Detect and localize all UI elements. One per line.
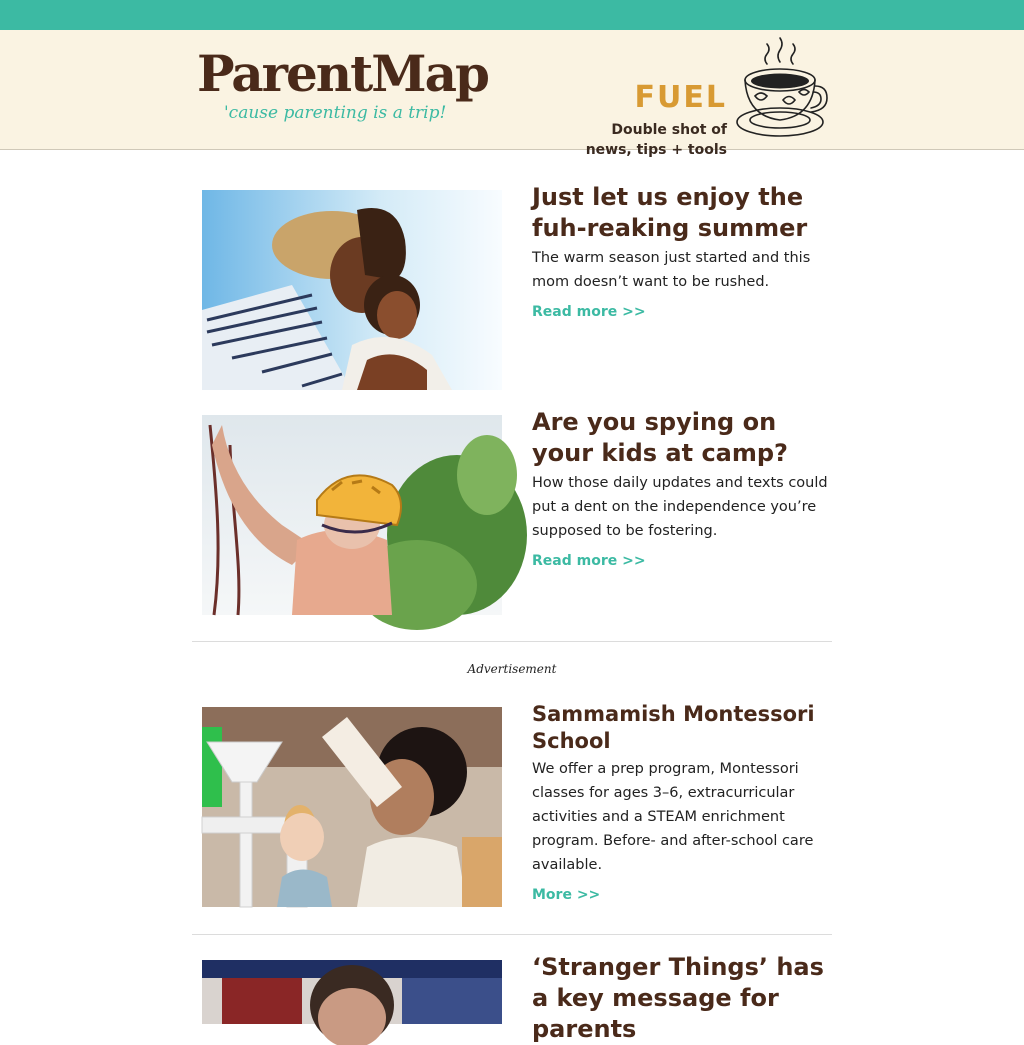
article-photo-kid-camp[interactable]	[202, 415, 502, 615]
fuel-subtitle-line1: Double shot of	[611, 122, 727, 138]
article-description: The warm season just started and this mom doesn’t want to be rushed.	[532, 250, 811, 290]
article-headline[interactable]: ‘Stranger Things’ has a key message for parents	[532, 953, 824, 1043]
advertisement-card	[202, 702, 832, 907]
read-more-link[interactable]: Read more >>	[532, 553, 646, 569]
article-headline[interactable]: Just let us enjoy the fuh-reaking summer	[532, 183, 808, 242]
more-link[interactable]: More >>	[532, 887, 601, 903]
article-photo-mom-summer[interactable]	[202, 190, 502, 390]
section-divider	[192, 641, 832, 642]
article-photo-stranger-things[interactable]	[202, 960, 502, 1024]
fuel-subtitle-line2: news, tips + tools	[585, 142, 727, 158]
article-text	[532, 408, 832, 570]
article-text	[532, 953, 832, 1045]
article-text	[532, 183, 832, 321]
fuel-title: FUEL	[634, 80, 727, 115]
ad-photo-montessori[interactable]	[202, 707, 502, 907]
ad-text	[532, 702, 832, 904]
ad-headline[interactable]: Sammamish Montessori School	[532, 702, 815, 753]
read-more-link[interactable]: Read more >>	[532, 304, 646, 320]
section-divider	[192, 934, 832, 935]
article-headline[interactable]: Are you spying on your kids at camp?	[532, 408, 788, 467]
parentmap-logo[interactable]: ParentMap	[197, 44, 488, 103]
coffee-cup-icon	[735, 34, 830, 142]
article-card	[202, 953, 832, 1043]
ad-description: We offer a prep program, Montessori classes for ages 3–6, extracurricular activities and a STEAM enrichment program. Before- and after-school care available.	[532, 761, 814, 873]
top-accent-bar	[0, 0, 1024, 30]
fuel-subtitle	[527, 120, 727, 160]
article-description: How those daily updates and texts could put a dent on the independence you’re supposed to be fostering.	[532, 475, 828, 539]
logo-tagline: 'cause parenting is a trip!	[224, 103, 447, 123]
article-card	[202, 183, 832, 390]
email-header	[0, 30, 1024, 158]
advertisement-label: Advertisement	[467, 662, 557, 676]
article-card	[202, 408, 832, 615]
